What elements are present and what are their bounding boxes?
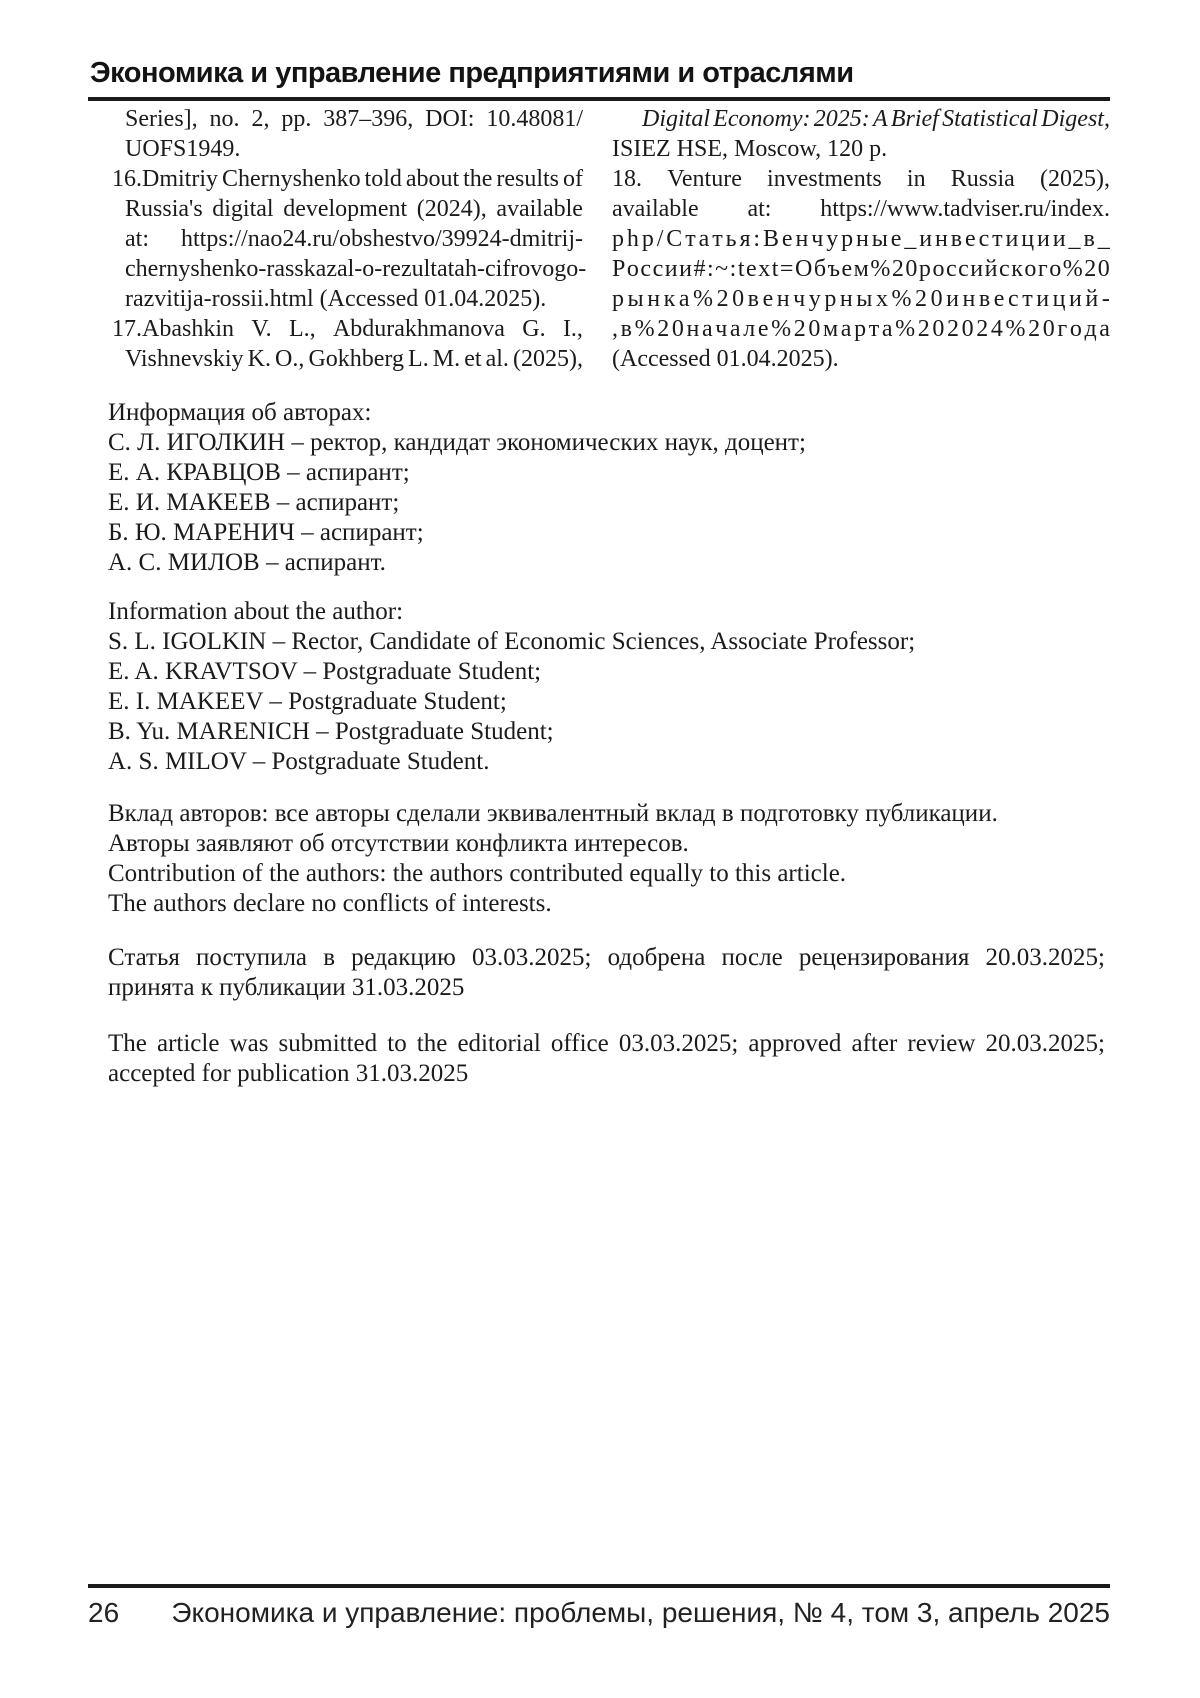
reference-line: Russia's digital development (2024), available <box>125 196 583 222</box>
reference-line: ISIEZ HSE, Moscow, 120 p. <box>612 136 888 162</box>
contribution-statements <box>108 799 1105 919</box>
reference-line: c h e r n y s h e n k o - r a s s k a z a l - o - r e z u l t a t a h - c i f r o v o g o - <box>125 256 587 282</box>
reference-line: Р о с с и и # : ~ : t e x t = О б ъ е м % 2 0 р о с с и й с к о г о % 2 0 <box>612 256 1110 282</box>
reference-line: (Accessed 01.04.2025). <box>612 346 839 372</box>
author-entry-en: A. S. MILOV – Postgraduate Student. <box>108 748 490 775</box>
footer-row <box>88 1597 1110 1629</box>
submission-dates-en <box>108 1029 1105 1089</box>
submission-dates-ru-text: Статья поступила в редакцию 03.03.2025; одобрена после рецензирования 20.03.2025; принята к публикации 31.03.2025 <box>108 944 1105 1001</box>
running-section-title: Экономика и управление предприятиями и отраслями <box>90 57 854 89</box>
author-entry-en: S. L. IGOLKIN – Rector, Candidate of Economic Sciences, Associate Professor; <box>108 628 916 655</box>
reference-line: Digital Economy: 2025: A Brief Statistical Digest, <box>642 106 1110 132</box>
reference-line: at: https://nao24.ru/obshestvo/39924-dmitrij- <box>125 226 583 252</box>
reference-line: 18. Venture investments in Russia (2025), <box>612 166 1110 192</box>
reference-item <box>612 104 1110 164</box>
reference-item <box>112 104 583 164</box>
reference-line: 16.Dmitriy Chernyshenko told about the results of <box>112 166 583 192</box>
contribution-line: Contribution of the authors: the authors contributed equally to this article. <box>108 860 847 887</box>
page-number: 26 <box>88 1597 120 1628</box>
header-rule <box>88 97 1110 101</box>
author-entry-en: B. Yu. MARENICH – Postgraduate Student; <box>108 718 554 745</box>
reference-line: available at: https://www.tadviser.ru/index. <box>612 196 1110 222</box>
authors-info-en-title: Information about the author: <box>108 598 404 625</box>
reference-line: p h p / С т а т ь я : В е н ч у р н ы е _ и н в е с т и ц и и _ в _ <box>612 226 1110 252</box>
reference-item <box>112 314 583 374</box>
contribution-list <box>108 799 1105 919</box>
reference-line: р ы н к а % 2 0 в е н ч у р н ы х % 2 0 и н в е с т и ц и й - <box>612 286 1110 312</box>
footer-rule <box>88 1584 1110 1588</box>
reference-line: Vishnevskiy K. O., Gokhberg L. M. et al. (2025), <box>125 346 583 372</box>
submission-dates-en-text: The article was submitted to the editorial office 03.03.2025; approved after review 20.03.2025; accepted for publication 31.03.2025 <box>108 1030 1105 1087</box>
contribution-line: Вклад авторов: все авторы сделали эквивалентный вклад в подготовку публикации. <box>108 800 998 827</box>
authors-info-en-list <box>108 627 1105 777</box>
reference-item <box>112 164 587 314</box>
references-right-column <box>612 104 1110 374</box>
page-footer <box>88 1576 1110 1629</box>
reference-item <box>612 164 1110 374</box>
authors-info-ru <box>108 398 1105 578</box>
reference-line: , в % 2 0 н а ч а л е % 2 0 м а р т а % 2 0 2 0 2 4 % 2 0 г о д а <box>612 316 1110 342</box>
authors-info-en <box>108 597 1105 777</box>
submission-dates-ru <box>108 943 1105 1003</box>
reference-line: razvitija-rossii.html (Accessed 01.04.2025). <box>125 286 547 312</box>
contribution-line: The authors declare no conflicts of interests. <box>108 890 552 917</box>
author-entry-en: E. A. KRAVTSOV – Postgraduate Student; <box>108 658 542 685</box>
author-entry-ru: Е. А. КРАВЦОВ – аспирант; <box>108 459 410 486</box>
references-left-column <box>112 104 587 374</box>
contribution-line: Авторы заявляют об отсутствии конфликта интересов. <box>108 830 689 857</box>
reference-line: Series], no. 2, pp. 387–396, DOI: 10.48081/ <box>125 106 583 132</box>
author-entry-ru: С. Л. ИГОЛКИН – ректор, кандидат экономических наук, доцент; <box>108 429 806 456</box>
reference-line: 17.Abashkin V. L., Abdurakhmanova G. I., <box>112 316 583 342</box>
authors-info-ru-list <box>108 428 1105 578</box>
page-header <box>88 57 1110 101</box>
journal-footer-line: Экономика и управление: проблемы, решения, № 4, том 3, апрель 2025 <box>171 1597 1110 1628</box>
authors-info-ru-title: Информация об авторах: <box>108 399 372 426</box>
author-entry-ru: Б. Ю. МАРЕНИЧ – аспирант; <box>108 519 424 546</box>
author-entry-ru: Е. И. МАКЕЕВ – аспирант; <box>108 489 400 516</box>
author-entry-ru: А. С. МИЛОВ – аспирант. <box>108 549 386 576</box>
author-entry-en: E. I. MAKEEV – Postgraduate Student; <box>108 688 507 715</box>
reference-line: UOFS1949. <box>125 136 241 162</box>
references-block <box>112 104 1110 374</box>
